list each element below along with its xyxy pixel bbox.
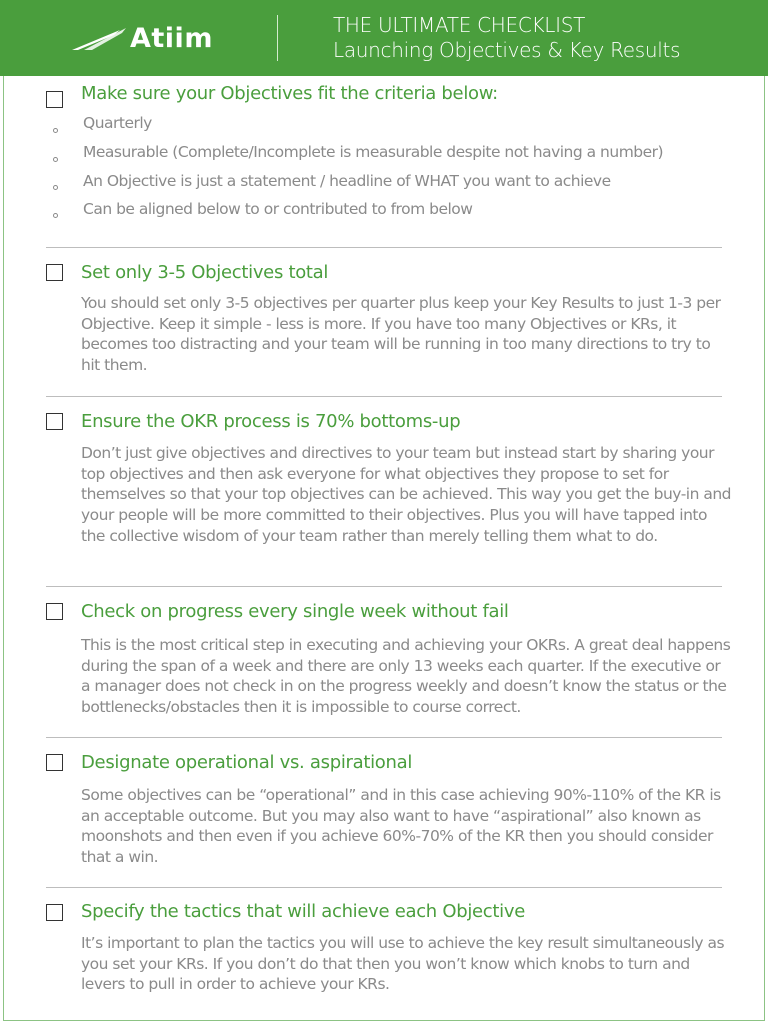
checkbox-tactics[interactable]: [46, 904, 63, 921]
section-title-bottoms-up: Ensure the OKR process is 70% bottoms-up: [81, 411, 461, 432]
section-divider: [46, 586, 722, 587]
section-divider: [46, 396, 722, 397]
section-title-criteria: Make sure your Objectives fit the criteria below:: [81, 83, 498, 104]
checkbox-objectives-total[interactable]: [46, 264, 63, 281]
logo-text: Atiim: [130, 22, 213, 54]
bullet-dot: [53, 185, 58, 190]
bullet-dot: [53, 128, 58, 133]
section-title-tactics: Specify the tactics that will achieve each Objective: [81, 901, 525, 922]
checkbox-bottoms-up[interactable]: [46, 413, 63, 430]
section-divider: [46, 247, 722, 248]
checkbox-operational-aspirational[interactable]: [46, 754, 63, 771]
section-divider: [46, 887, 722, 888]
bullet-statement: An Objective is just a statement / headline of WHAT you want to achieve: [83, 172, 611, 190]
section-body-objectives-total: You should set only 3-5 objectives per quarter plus keep your Key Results to just 1-3 per Objective. Keep it simple - less is more. If you have too many Objectives or KRs, it becomes too distracting and your team will be running in too many directions to try to hit them.: [81, 294, 721, 375]
atiim-logo: [70, 22, 213, 54]
section-divider: [46, 737, 722, 738]
bullet-dot: [53, 213, 58, 218]
section-title-operational-aspirational: Designate operational vs. aspirational: [81, 752, 413, 773]
checkbox-criteria[interactable]: [46, 91, 63, 108]
section-title-objectives-total: Set only 3-5 Objectives total: [81, 262, 329, 283]
header-banner: [0, 0, 768, 76]
section-body-tactics: It’s important to plan the tactics you will use to achieve the key result simultaneously as you set your KRs. If you don’t do that then you won’t know which knobs to turn and levers to pull in order to achieve your KRs.: [81, 934, 725, 994]
bullet-aligned: Can be aligned below to or contributed to from below: [83, 200, 473, 218]
bullet-dot: [53, 157, 58, 162]
bullet-measurable: Measurable (Complete/Incomplete is measurable despite not having a number): [83, 143, 664, 161]
title-line-1: THE ULTIMATE CHECKLIST: [333, 13, 586, 37]
title-line-2: Launching Objectives & Key Results: [333, 38, 681, 62]
section-title-weekly-progress: Check on progress every single week without fail: [81, 601, 509, 622]
section-body-operational-aspirational: Some objectives can be “operational” and in this case achieving 90%-110% of the KR is an acceptable outcome. But you may also want to have “aspirational” also known as moonshots and then even if you achieve 60%-70% of the KR then you should consider that a win.: [81, 786, 721, 867]
section-body-bottoms-up: Don’t just give objectives and directives to your team but instead start by sharing your top objectives and then ask everyone for what objectives they propose to set for themselves so that your top objectives can be achieved. This way you get the buy-in and your people will be more committed to their objectives. Plus you will have tapped into the collective wisdom of your team rather than merely telling them what to do.: [81, 444, 732, 545]
page-title: [333, 13, 680, 63]
bullet-quarterly: Quarterly: [83, 114, 152, 132]
swoosh-icon: [70, 24, 128, 52]
checkbox-weekly-progress[interactable]: [46, 603, 63, 620]
header-divider: [277, 15, 278, 61]
section-body-weekly-progress: This is the most critical step in executing and achieving your OKRs. A great deal happens during the span of a week and there are only 13 weeks each quarter. If the executive or a manager does not check in on the progress weekly and doesn’t know the status or the bottlenecks/obstacles then it is impossible to course correct.: [81, 636, 731, 717]
